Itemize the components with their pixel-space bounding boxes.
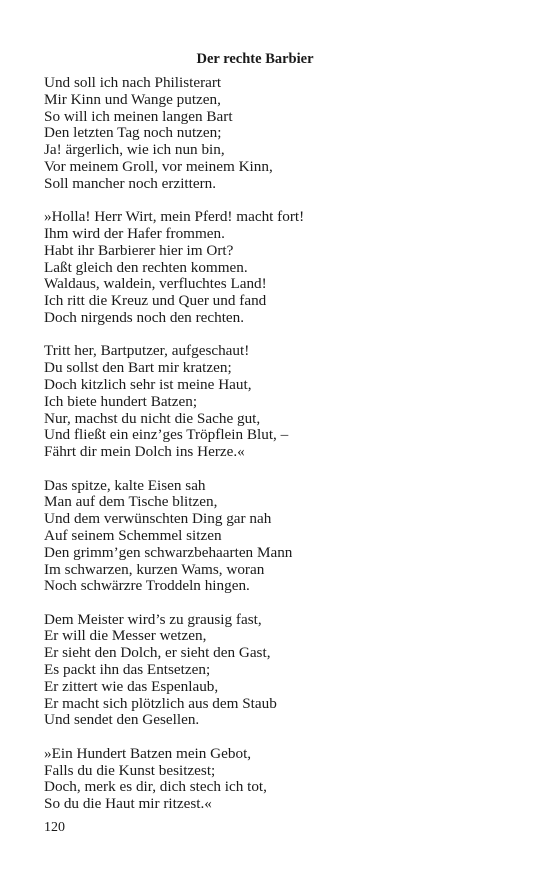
stanza xyxy=(44,209,514,327)
poem-line: Den letzten Tag noch nutzen; xyxy=(44,124,222,142)
poem-line: Ich biete hundert Batzen; xyxy=(44,392,198,410)
poem-line: Vor meinem Groll, vor meinem Kinn, xyxy=(44,157,273,175)
poem-line: Ich ritt die Kreuz und Quer und fand xyxy=(44,292,267,310)
poem-line: Ja! ärgerlich, wie ich nun bin, xyxy=(44,141,225,159)
poem-line: Auf seinem Schemmel sitzen xyxy=(44,526,222,544)
poem-line: Und fließt ein einz’ges Tröpflein Blut, – xyxy=(44,426,289,444)
poem-line: Noch schwärzre Troddeln hingen. xyxy=(44,577,250,595)
poem-line: Waldaus, waldein, verfluchtes Land! xyxy=(44,275,267,293)
poem-line: Doch nirgends noch den rechten. xyxy=(44,308,245,326)
poem-line: »Holla! Herr Wirt, mein Pferd! macht fort! xyxy=(44,208,305,226)
poem-line: Er sieht den Dolch, er sieht den Gast, xyxy=(44,644,271,662)
poem-body xyxy=(44,75,514,830)
poem-line: Und soll ich nach Philisterart xyxy=(44,74,222,91)
stanza xyxy=(44,746,514,813)
poem-line: Falls du die Kunst besitzest; xyxy=(44,761,216,779)
poem-line: Er will die Messer wetzen, xyxy=(44,627,207,645)
poem-line: Man auf dem Tische blitzen, xyxy=(44,493,218,511)
stanza xyxy=(44,343,514,461)
poem-line: Ihm wird der Hafer frommen. xyxy=(44,224,225,242)
poem-line: Den grimm’gen schwarzbehaarten Mann xyxy=(44,543,293,561)
poem-line: Soll mancher noch erzittern. xyxy=(44,174,217,192)
poem-title: Der rechte Barbier xyxy=(196,51,314,67)
poem-line: Und sendet den Gesellen. xyxy=(44,711,200,729)
poem-line: So will ich meinen langen Bart xyxy=(44,107,233,125)
poem-line: Fährt dir mein Dolch ins Herze.« xyxy=(44,443,245,461)
poem-line: So du die Haut mir ritzest.« xyxy=(44,795,212,813)
page-number: 120 xyxy=(44,820,65,835)
poem-line: Du sollst den Bart mir kratzen; xyxy=(44,359,232,377)
stanza xyxy=(44,75,514,193)
poem-line: Und dem verwünschten Ding gar nah xyxy=(44,510,272,528)
poem-line: Mir Kinn und Wange putzen, xyxy=(44,90,221,108)
poem-line: Er zittert wie das Espenlaub, xyxy=(44,677,219,695)
poem-line: Habt ihr Barbierer hier im Ort? xyxy=(44,241,234,259)
poem-line: »Ein Hundert Batzen mein Gebot, xyxy=(44,744,252,762)
stanza xyxy=(44,612,514,730)
poem-line: Im schwarzen, kurzen Wams, woran xyxy=(44,560,265,578)
poem-line: Laßt gleich den rechten kommen. xyxy=(44,258,248,276)
poem-line: Es packt ihn das Entsetzen; xyxy=(44,661,211,679)
poem-line: Nur, machst du nicht die Sache gut, xyxy=(44,409,261,427)
poem-line: Er macht sich plötzlich aus dem Staub xyxy=(44,694,277,712)
poem-line: Dem Meister wird’s zu grausig fast, xyxy=(44,610,262,628)
poem-line: Doch kitzlich sehr ist meine Haut, xyxy=(44,375,252,393)
stanza xyxy=(44,478,514,596)
poem-line: Tritt her, Bartputzer, aufgeschaut! xyxy=(44,342,250,360)
poem-line: Doch, merk es dir, dich stech ich tot, xyxy=(44,778,267,796)
poem-line: Das spitze, kalte Eisen sah xyxy=(44,476,206,494)
